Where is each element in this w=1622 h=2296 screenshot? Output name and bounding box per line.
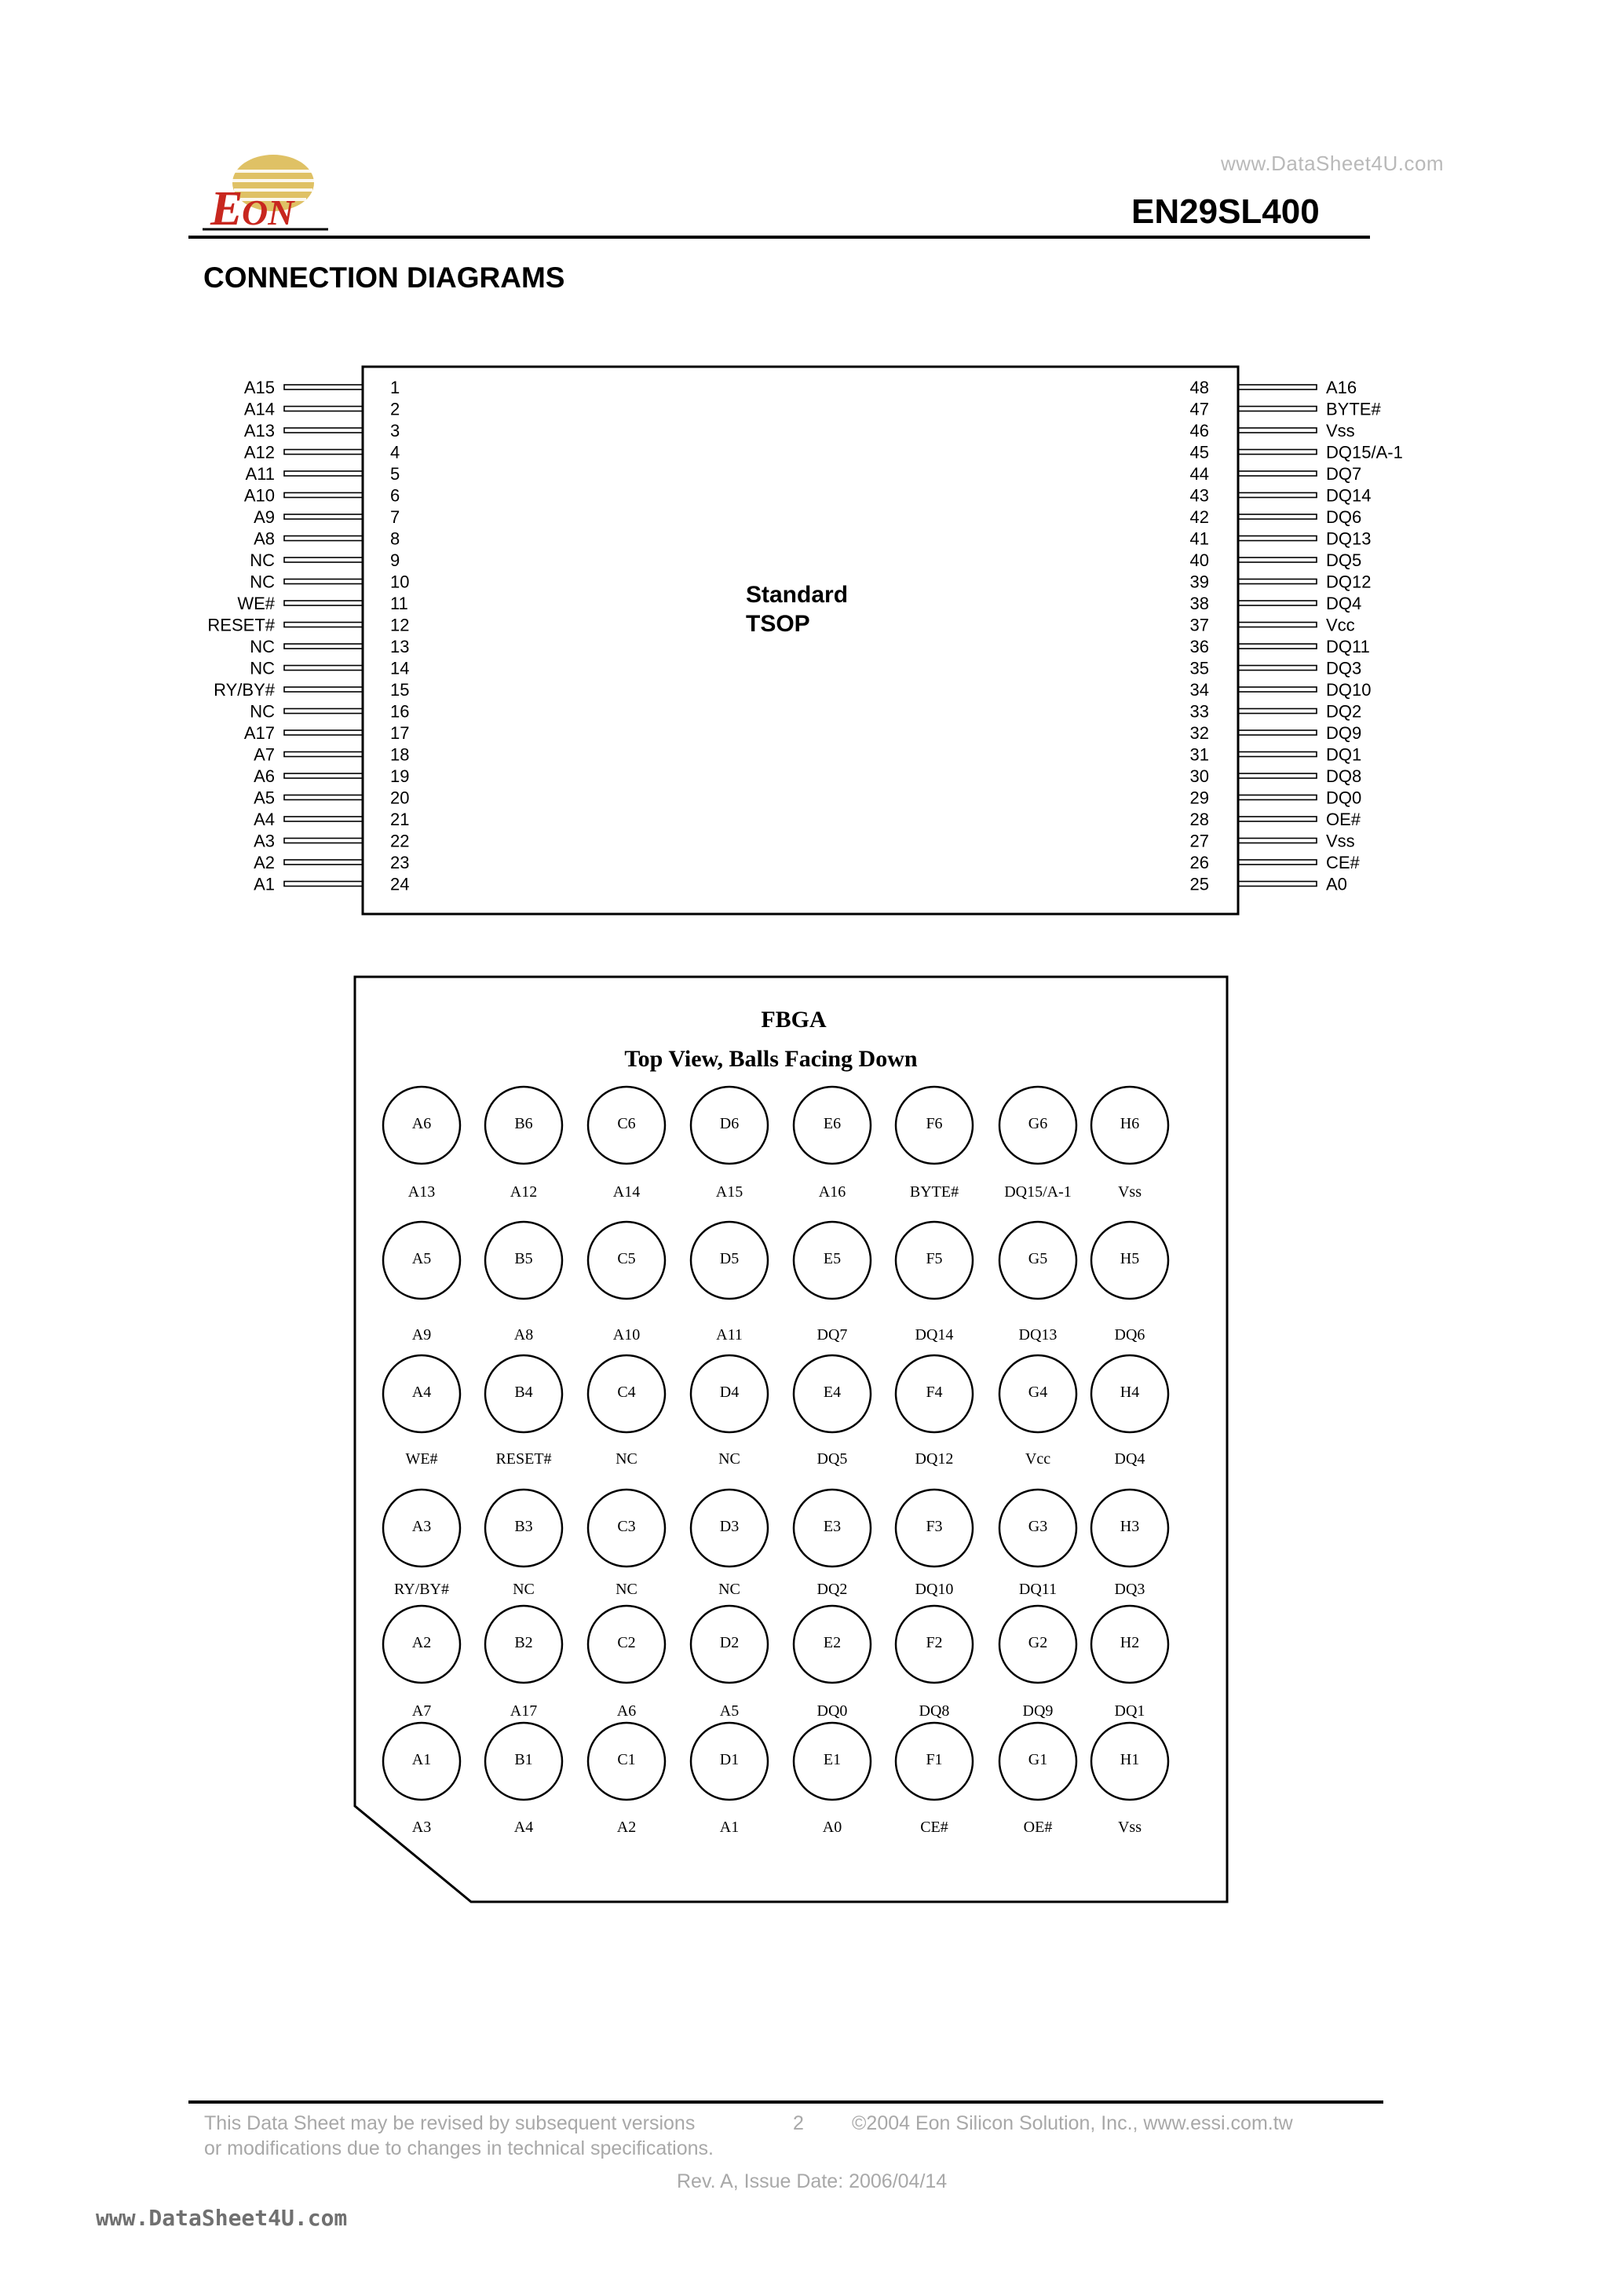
tsop-pin-name: DQ4 xyxy=(1326,594,1362,613)
fbga-ball-signal: DQ3 xyxy=(1114,1581,1145,1598)
tsop-pin-number: 34 xyxy=(1189,680,1209,700)
tsop-pin-number: 18 xyxy=(390,744,410,765)
fbga-ball-signal: BYTE# xyxy=(909,1183,959,1201)
fbga-ball-id: F1 xyxy=(926,1751,943,1768)
fbga-ball-signal: DQ12 xyxy=(915,1450,954,1468)
tsop-pin-name: DQ6 xyxy=(1326,507,1362,527)
fbga-ball-id: H2 xyxy=(1120,1634,1140,1651)
tsop-pin-number: 7 xyxy=(390,507,400,527)
fbga-ball-grid xyxy=(383,1087,1168,1836)
fbga-ball-signal: A5 xyxy=(719,1702,740,1720)
fbga-ball-signal: A6 xyxy=(616,1702,637,1720)
fbga-ball-signal: NC xyxy=(513,1581,535,1598)
tsop-pin-name: NC xyxy=(250,550,275,570)
fbga-ball-id: H4 xyxy=(1120,1384,1140,1401)
tsop-pin-name: Vcc xyxy=(1326,615,1355,635)
tsop-pin-name: Vss xyxy=(1326,831,1355,851)
fbga-ball-id: H1 xyxy=(1120,1751,1140,1768)
fbga-ball-id: C1 xyxy=(617,1751,636,1768)
fbga-ball-id: F2 xyxy=(926,1634,943,1651)
tsop-pin-name: NC xyxy=(250,637,275,656)
fbga-ball-signal: A7 xyxy=(411,1702,432,1720)
fbga-ball-signal: DQ8 xyxy=(919,1702,950,1720)
fbga-ball-signal: DQ0 xyxy=(816,1702,848,1720)
tsop-pin-name: A0 xyxy=(1326,874,1347,894)
tsop-pin-number: 24 xyxy=(390,874,410,894)
tsop-pin-name: A8 xyxy=(254,528,275,549)
fbga-ball-id: E1 xyxy=(823,1751,842,1768)
tsop-pin-name: DQ14 xyxy=(1326,485,1372,506)
fbga-ball-signal: DQ1 xyxy=(1114,1702,1145,1720)
footer-divider xyxy=(188,2100,1383,2104)
footer-revision: Rev. A, Issue Date: 2006/04/14 xyxy=(677,2170,948,2192)
tsop-label-line2: TSOP xyxy=(746,611,810,637)
footer-disclaimer-line2: or modifications due to changes in technical specifications. xyxy=(204,2137,714,2159)
fbga-ball-id: E5 xyxy=(823,1250,842,1267)
tsop-pin-number: 46 xyxy=(1189,421,1209,441)
fbga-subtitle: Top View, Balls Facing Down xyxy=(624,1046,918,1072)
tsop-pin-number: 8 xyxy=(390,528,400,549)
tsop-pin-name: A12 xyxy=(243,442,275,462)
svg-text:E: E xyxy=(210,182,243,234)
fbga-ball-signal: NC xyxy=(718,1581,740,1598)
fbga-ball-id: E3 xyxy=(823,1518,842,1535)
fbga-ball-signal: A8 xyxy=(513,1326,534,1344)
fbga-ball-id: H3 xyxy=(1120,1518,1140,1535)
tsop-pin-number: 21 xyxy=(390,810,410,829)
fbga-ball-id: D3 xyxy=(719,1518,740,1535)
fbga-ball-id: A1 xyxy=(411,1751,432,1768)
fbga-ball-signal: A12 xyxy=(510,1183,538,1201)
tsop-pin-name: A11 xyxy=(245,464,275,484)
fbga-ball-signal: DQ2 xyxy=(816,1581,848,1598)
tsop-pin-number: 20 xyxy=(390,788,410,808)
fbga-ball-signal: DQ13 xyxy=(1018,1326,1058,1344)
tsop-pin-number: 17 xyxy=(390,723,410,743)
tsop-pin-name: A10 xyxy=(243,485,275,506)
part-number: EN29SL400 xyxy=(1131,192,1320,231)
tsop-pin-name: DQ3 xyxy=(1326,658,1362,678)
tsop-pin-number: 22 xyxy=(390,831,410,851)
tsop-pin-name: A9 xyxy=(254,507,275,527)
tsop-pin-name: NC xyxy=(250,658,275,678)
tsop-pin-name: DQ15/A-1 xyxy=(1326,442,1403,462)
tsop-pin-number: 10 xyxy=(390,572,410,592)
tsop-pin-name: A5 xyxy=(254,788,275,808)
fbga-ball-id: F5 xyxy=(926,1250,943,1267)
fbga-ball-id: C2 xyxy=(617,1634,636,1651)
tsop-pin-name: A7 xyxy=(254,744,275,765)
tsop-pin-number: 15 xyxy=(390,680,410,700)
fbga-ball-id: C6 xyxy=(617,1115,636,1132)
tsop-pin-number: 2 xyxy=(390,399,400,419)
fbga-ball-signal: DQ10 xyxy=(915,1581,954,1598)
tsop-pin-number: 29 xyxy=(1189,788,1209,808)
tsop-pin-number: 14 xyxy=(390,658,410,678)
fbga-ball-id: D6 xyxy=(719,1115,740,1132)
tsop-pin-name: A15 xyxy=(243,378,275,397)
fbga-ball-signal: Vss xyxy=(1117,1183,1142,1201)
fbga-ball-signal: DQ7 xyxy=(816,1326,848,1344)
fbga-ball-id: A3 xyxy=(411,1518,432,1535)
tsop-pin-name: DQ2 xyxy=(1326,701,1362,722)
tsop-pin-name: A13 xyxy=(243,421,275,441)
tsop-pin-number: 31 xyxy=(1189,744,1209,765)
fbga-ball-id: E2 xyxy=(823,1634,842,1651)
fbga-ball-id: H6 xyxy=(1120,1115,1140,1132)
tsop-pin-name: DQ13 xyxy=(1326,528,1372,549)
tsop-pin-number: 32 xyxy=(1189,723,1209,743)
tsop-pin-number: 38 xyxy=(1189,594,1209,613)
fbga-ball-signal: NC xyxy=(616,1450,637,1468)
tsop-pin-name: RESET# xyxy=(207,615,275,635)
fbga-ball-signal: DQ15/A-1 xyxy=(1004,1183,1072,1201)
tsop-pin-name: A2 xyxy=(254,853,275,872)
tsop-pin-number: 40 xyxy=(1189,550,1209,570)
tsop-pin-number: 48 xyxy=(1189,378,1209,397)
fbga-ball-id: B3 xyxy=(514,1518,533,1535)
fbga-ball-signal: A13 xyxy=(407,1183,436,1201)
fbga-ball-signal: DQ4 xyxy=(1114,1450,1145,1468)
fbga-ball-id: A6 xyxy=(411,1115,432,1132)
tsop-label-line1: Standard xyxy=(746,582,849,608)
svg-text:ON: ON xyxy=(242,192,294,232)
tsop-pin-name: DQ1 xyxy=(1326,744,1362,765)
fbga-title: FBGA xyxy=(761,1007,827,1033)
fbga-ball-id: A5 xyxy=(411,1250,432,1267)
tsop-pin-name: DQ7 xyxy=(1326,464,1362,484)
fbga-ball-signal: Vcc xyxy=(1025,1450,1051,1468)
fbga-ball-signal: A16 xyxy=(818,1183,846,1201)
fbga-ball-signal: NC xyxy=(616,1581,637,1598)
tsop-pin-number: 28 xyxy=(1189,810,1209,829)
tsop-pin-number: 19 xyxy=(390,766,410,786)
tsop-pin-number: 23 xyxy=(390,853,410,872)
tsop-pin-number: 27 xyxy=(1189,831,1209,851)
tsop-pin-number: 25 xyxy=(1189,874,1209,894)
tsop-pin-name: RY/BY# xyxy=(214,680,275,700)
tsop-pin-number: 33 xyxy=(1189,701,1209,722)
fbga-ball-id: G1 xyxy=(1028,1751,1048,1768)
tsop-pin-name: A4 xyxy=(254,810,275,829)
tsop-pin-name: A17 xyxy=(243,723,275,743)
tsop-pin-name: DQ0 xyxy=(1326,788,1362,808)
fbga-ball-id: C3 xyxy=(617,1518,636,1535)
fbga-ball-id: E6 xyxy=(823,1115,842,1132)
tsop-pin-name: A6 xyxy=(254,766,275,786)
tsop-pin-number: 3 xyxy=(390,421,400,441)
fbga-ball-signal: NC xyxy=(718,1450,740,1468)
tsop-pin-number: 47 xyxy=(1189,399,1209,419)
fbga-ball-signal: A1 xyxy=(719,1819,740,1836)
fbga-ball-signal: DQ9 xyxy=(1022,1702,1054,1720)
tsop-pin-name: BYTE# xyxy=(1326,399,1381,419)
fbga-ball-id: G3 xyxy=(1028,1518,1048,1535)
fbga-ball-signal: A14 xyxy=(612,1183,641,1201)
fbga-ball-signal: RY/BY# xyxy=(393,1581,450,1598)
fbga-ball-signal: DQ11 xyxy=(1018,1581,1058,1598)
fbga-ball-id: A4 xyxy=(411,1384,432,1401)
fbga-ball-signal: A3 xyxy=(411,1819,432,1836)
fbga-ball-id: B4 xyxy=(514,1384,533,1401)
fbga-ball-id: D2 xyxy=(719,1634,740,1651)
tsop-pin-name: OE# xyxy=(1326,810,1361,829)
tsop-pin-number: 12 xyxy=(390,615,410,635)
tsop-pin-number: 41 xyxy=(1189,528,1209,549)
fbga-ball-id: G4 xyxy=(1028,1384,1048,1401)
tsop-pin-name: A1 xyxy=(254,874,275,894)
tsop-pin-name: NC xyxy=(250,701,275,722)
tsop-pin-number: 35 xyxy=(1189,658,1209,678)
fbga-ball-signal: DQ14 xyxy=(915,1326,954,1344)
tsop-pin-number: 11 xyxy=(390,594,408,613)
footer-disclaimer-line1: This Data Sheet may be revised by subsequent versions xyxy=(204,2112,696,2134)
fbga-ball-signal: DQ6 xyxy=(1114,1326,1145,1344)
fbga-ball-id: B1 xyxy=(514,1751,533,1768)
tsop-pin-name: DQ12 xyxy=(1326,572,1372,592)
fbga-ball-id: E4 xyxy=(823,1384,842,1401)
tsop-pin-number: 9 xyxy=(390,550,400,570)
fbga-ball-signal: A4 xyxy=(513,1819,534,1836)
section-title: CONNECTION DIAGRAMS xyxy=(203,261,565,294)
fbga-ball-signal: CE# xyxy=(920,1819,948,1836)
watermark-bottom: www.DataSheet4U.com xyxy=(96,2205,348,2231)
fbga-ball-id: H5 xyxy=(1120,1250,1140,1267)
tsop-pin-name: A16 xyxy=(1326,378,1357,397)
tsop-pin-name: DQ8 xyxy=(1326,766,1362,786)
fbga-ball-id: F4 xyxy=(926,1384,943,1401)
tsop-pin-name: DQ5 xyxy=(1326,550,1362,570)
fbga-ball-id: A2 xyxy=(411,1634,432,1651)
tsop-pin-name: DQ9 xyxy=(1326,723,1362,743)
tsop-pin-name: A3 xyxy=(254,831,275,851)
fbga-ball-signal: A17 xyxy=(510,1702,538,1720)
tsop-pin-number: 5 xyxy=(390,464,400,484)
tsop-pin-number: 6 xyxy=(390,485,400,506)
fbga-ball-id: D1 xyxy=(719,1751,740,1768)
fbga-ball-signal: RESET# xyxy=(495,1450,552,1468)
fbga-ball-id: D5 xyxy=(719,1250,740,1267)
tsop-pin-name: A14 xyxy=(243,399,275,419)
tsop-pin-name: CE# xyxy=(1326,853,1360,872)
fbga-ball-id: B2 xyxy=(514,1634,533,1651)
fbga-ball-signal: OE# xyxy=(1023,1819,1053,1836)
page-number: 2 xyxy=(793,2112,804,2134)
footer-copyright: ©2004 Eon Silicon Solution, Inc., www.essi.com.tw xyxy=(852,2112,1293,2134)
watermark-top: www.DataSheet4U.com xyxy=(1221,152,1445,175)
tsop-pin-number: 1 xyxy=(390,378,400,397)
tsop-pin-number: 30 xyxy=(1189,766,1209,786)
tsop-pin-number: 44 xyxy=(1189,464,1209,484)
fbga-ball-id: C4 xyxy=(617,1384,636,1401)
fbga-ball-id: D4 xyxy=(719,1384,740,1401)
fbga-ball-signal: Vss xyxy=(1117,1819,1142,1836)
tsop-pin-name: Vss xyxy=(1326,421,1355,441)
fbga-ball-signal: A2 xyxy=(616,1819,637,1836)
tsop-pin-number: 45 xyxy=(1189,442,1209,462)
fbga-ball-id: F6 xyxy=(926,1115,943,1132)
tsop-pin-name: DQ11 xyxy=(1326,637,1370,656)
tsop-pin-number: 39 xyxy=(1189,572,1209,592)
tsop-pin-number: 13 xyxy=(390,637,410,656)
tsop-pin-name: NC xyxy=(250,572,275,592)
tsop-pin-number: 36 xyxy=(1189,637,1209,656)
fbga-ball-signal: WE# xyxy=(405,1450,438,1468)
tsop-pin-number: 16 xyxy=(390,701,410,722)
tsop-pin-number: 42 xyxy=(1189,507,1209,527)
tsop-pin-name: DQ10 xyxy=(1326,680,1372,700)
tsop-pin-number: 43 xyxy=(1189,485,1209,506)
tsop-pin-name: WE# xyxy=(237,594,275,613)
tsop-pin-number: 37 xyxy=(1189,615,1209,635)
fbga-ball-id: B6 xyxy=(514,1115,533,1132)
tsop-pin-number: 26 xyxy=(1189,853,1209,872)
fbga-ball-id: F3 xyxy=(926,1518,943,1535)
fbga-ball-signal: DQ5 xyxy=(816,1450,848,1468)
fbga-ball-id: C5 xyxy=(617,1250,636,1267)
fbga-ball-signal: A15 xyxy=(715,1183,743,1201)
fbga-ball-signal: A10 xyxy=(612,1326,641,1344)
fbga-ball-id: G6 xyxy=(1028,1115,1048,1132)
fbga-ball-id: G2 xyxy=(1028,1634,1048,1651)
fbga-ball-signal: A9 xyxy=(411,1326,432,1344)
fbga-ball-signal: A0 xyxy=(822,1819,842,1836)
fbga-ball-id: B5 xyxy=(514,1250,533,1267)
tsop-pin-number: 4 xyxy=(390,442,400,462)
fbga-ball-signal: A11 xyxy=(716,1326,743,1344)
fbga-ball-id: G5 xyxy=(1028,1250,1048,1267)
